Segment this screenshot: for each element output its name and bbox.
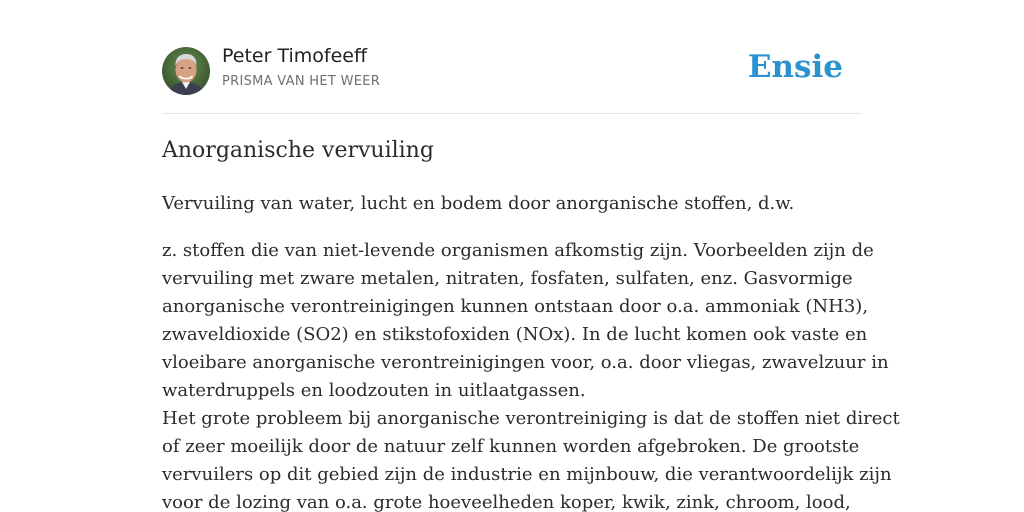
body-line: vloeibare anorganische verontreinigingen voor, o.a. door vliegas, zwavelzuur in	[162, 352, 889, 373]
author-subtitle[interactable]: PRISMA VAN HET WEER	[222, 74, 381, 89]
article-lead: Vervuiling van water, lucht en bodem door anorganische stoffen, d.w.	[162, 193, 795, 214]
article-header	[162, 0, 862, 114]
author-avatar[interactable]	[162, 47, 210, 95]
body-line: zwaveldioxide (SO2) en stikstofoxiden (NOx). In de lucht komen ook vaste en	[162, 324, 868, 345]
body-line: Het grote probleem bij anorganische verontreiniging is dat de stoffen niet direct	[162, 408, 900, 429]
body-line: vervuilers op dit gebied zijn de industrie en mijnbouw, die verantwoordelijk zijn	[162, 464, 892, 485]
body-line: of zeer moeilijk door de natuur zelf kunnen worden afgebroken. De grootste	[162, 436, 860, 457]
article-body	[162, 237, 900, 512]
body-line: vervuiling met zware metalen, nitraten, fosfaten, sulfaten, enz. Gasvormige	[162, 268, 853, 289]
author-photo	[162, 47, 210, 95]
body-line: waterdruppels en loodzouten in uitlaatgassen.	[162, 380, 586, 401]
body-line: anorganische verontreinigingen kunnen ontstaan door o.a. ammoniak (NH3),	[162, 296, 869, 317]
author-name[interactable]: Peter Timofeeff	[222, 45, 368, 67]
body-line: voor de lozing van o.a. grote hoeveelheden koper, kwik, zink, chroom, lood,	[162, 492, 851, 512]
article-container	[162, 0, 900, 512]
article-title: Anorganische vervuiling	[162, 138, 434, 163]
brand-logo[interactable]: Ensie	[747, 49, 843, 85]
body-line: z. stoffen die van niet-levende organismen afkomstig zijn. Voorbeelden zijn de	[162, 240, 874, 261]
